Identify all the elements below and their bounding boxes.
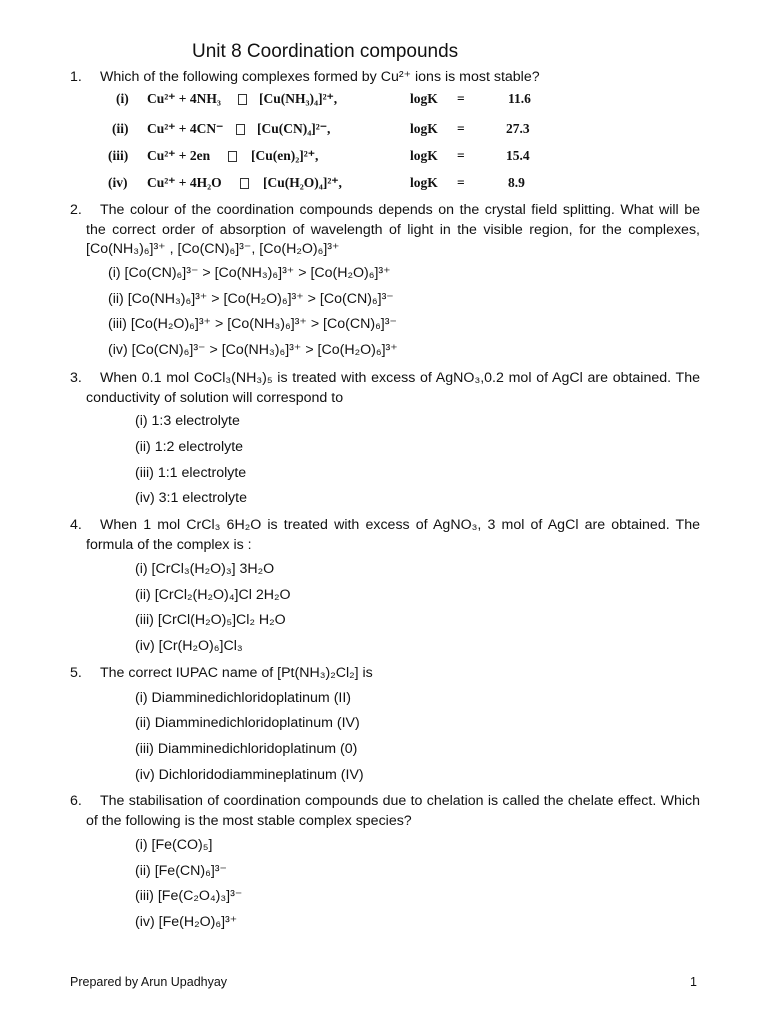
page-number: 1 bbox=[690, 975, 697, 989]
question-number: 5. bbox=[70, 665, 82, 681]
option-item: (iii) [CrCl(H₂O)₅]Cl₂ H₂O bbox=[135, 612, 286, 628]
option-item: (ii) [CrCl₂(H₂O)₄]Cl 2H₂O bbox=[135, 587, 291, 603]
option-item: (iii) 1:1 electrolyte bbox=[135, 465, 247, 481]
logk-value: 8.9 bbox=[508, 175, 525, 190]
equals-sign: = bbox=[457, 175, 465, 190]
reaction-product: [Cu(en)₂]²⁺, bbox=[251, 148, 319, 163]
page-title: Unit 8 Coordination compounds bbox=[192, 41, 459, 62]
arrow-placeholder-icon bbox=[240, 178, 249, 189]
equals-sign: = bbox=[457, 91, 465, 106]
logk-label: logK bbox=[410, 121, 438, 136]
reaction-label: (ii) bbox=[112, 121, 129, 136]
logk-value: 15.4 bbox=[506, 148, 530, 163]
reaction-lhs: Cu²⁺ + 2en bbox=[147, 148, 211, 163]
question-text: Which of the following complexes formed by Cu²⁺ ions is most stable? bbox=[100, 69, 540, 85]
option-item: (iv) 3:1 electrolyte bbox=[135, 490, 247, 506]
arrow-placeholder-icon bbox=[238, 94, 247, 105]
question-5 bbox=[70, 664, 700, 684]
question-text: The colour of the coordination compounds depends on the crystal field splitting. What will be the correct order of absorption of wavelength of light in the visible region, for the complexes, [Co(NH₃)₆]³⁺ , [Co(CN)₆]³⁻, [Co(H₂O)₆]³⁺ bbox=[86, 202, 700, 257]
option-item: (i) [CrCl₃(H₂O)₃] 3H₂O bbox=[135, 561, 275, 577]
option-item: (iv) [Co(CN)₆]³⁻ > [Co(NH₃)₆]³⁺ > [Co(H₂O)₆]³⁺ bbox=[108, 342, 398, 358]
question-text: When 0.1 mol CoCl₃(NH₃)₅ is treated with excess of AgNO₃,0.2 mol of AgCl are obtained. The conductivity of solution will correspond to bbox=[86, 370, 700, 406]
logk-value: 27.3 bbox=[506, 121, 530, 136]
logk-label: logK bbox=[410, 91, 438, 106]
option-item: (i) Diamminedichloridoplatinum (II) bbox=[135, 690, 352, 706]
logk-value: 11.6 bbox=[508, 91, 531, 106]
option-item: (ii) 1:2 electrolyte bbox=[135, 439, 244, 455]
arrow-placeholder-icon bbox=[228, 151, 237, 162]
reaction-label: (i) bbox=[116, 91, 129, 106]
option-item: (ii) Diamminedichloridoplatinum (IV) bbox=[135, 715, 360, 731]
reaction-label: (iii) bbox=[108, 148, 129, 163]
arrow-placeholder-icon bbox=[236, 124, 245, 135]
question-number: 2. bbox=[70, 202, 82, 218]
question-4 bbox=[70, 516, 700, 555]
question-text: When 1 mol CrCl₃ 6H₂O is treated with excess of AgNO₃, 3 mol of AgCl are obtained. The formula of the complex is : bbox=[86, 517, 700, 553]
reaction-label: (iv) bbox=[108, 175, 128, 190]
question-3 bbox=[70, 369, 700, 408]
question-text: The correct IUPAC name of [Pt(NH₃)₂Cl₂] is bbox=[100, 665, 373, 681]
reaction-lhs: Cu²⁺ + 4CN⁻ bbox=[147, 121, 224, 136]
option-item: (ii) [Fe(CN)₆]³⁻ bbox=[135, 863, 228, 879]
question-1 bbox=[70, 68, 700, 88]
question-2 bbox=[70, 201, 700, 260]
option-item: (iv) [Cr(H₂O)₆]Cl₃ bbox=[135, 638, 243, 654]
option-item: (i) 1:3 electrolyte bbox=[135, 413, 240, 429]
logk-label: logK bbox=[410, 148, 438, 163]
question-number: 6. bbox=[70, 793, 82, 809]
option-item: (iv) Dichloridodiammineplatinum (IV) bbox=[135, 767, 364, 783]
equals-sign: = bbox=[457, 121, 465, 136]
question-number: 1. bbox=[70, 69, 82, 85]
option-item: (iv) [Fe(H₂O)₆]³⁺ bbox=[135, 914, 238, 930]
option-item: (ii) [Co(NH₃)₆]³⁺ > [Co(H₂O)₆]³⁺ > [Co(CN)₆]³⁻ bbox=[108, 291, 394, 307]
question-number: 3. bbox=[70, 370, 82, 386]
footer-author: Prepared by Arun Upadhyay bbox=[70, 975, 228, 989]
reaction-lhs: Cu²⁺ + 4H₂O bbox=[147, 175, 222, 190]
option-item: (iii) [Fe(C₂O₄)₃]³⁻ bbox=[135, 888, 243, 904]
reaction-product: [Cu(NH₃)₄]²⁺, bbox=[259, 91, 338, 106]
option-item: (i) [Fe(CO)₅] bbox=[135, 837, 213, 853]
question-6 bbox=[70, 792, 700, 831]
logk-label: logK bbox=[410, 175, 438, 190]
option-item: (iii) [Co(H₂O)₆]³⁺ > [Co(NH₃)₆]³⁺ > [Co(CN)₆]³⁻ bbox=[108, 316, 397, 332]
reaction-product: [Cu(CN)₄]²⁻, bbox=[257, 121, 331, 136]
question-number: 4. bbox=[70, 517, 82, 533]
reaction-product: [Cu(H₂O)₄]²⁺, bbox=[263, 175, 342, 190]
equals-sign: = bbox=[457, 148, 465, 163]
option-item: (iii) Diamminedichloridoplatinum (0) bbox=[135, 741, 358, 757]
question-text: The stabilisation of coordination compounds due to chelation is called the chelate effect. Which of the following is the most stable complex species? bbox=[86, 793, 700, 829]
reaction-lhs: Cu²⁺ + 4NH₃ bbox=[147, 91, 221, 106]
option-item: (i) [Co(CN)₆]³⁻ > [Co(NH₃)₆]³⁺ > [Co(H₂O)₆]³⁺ bbox=[108, 265, 391, 281]
